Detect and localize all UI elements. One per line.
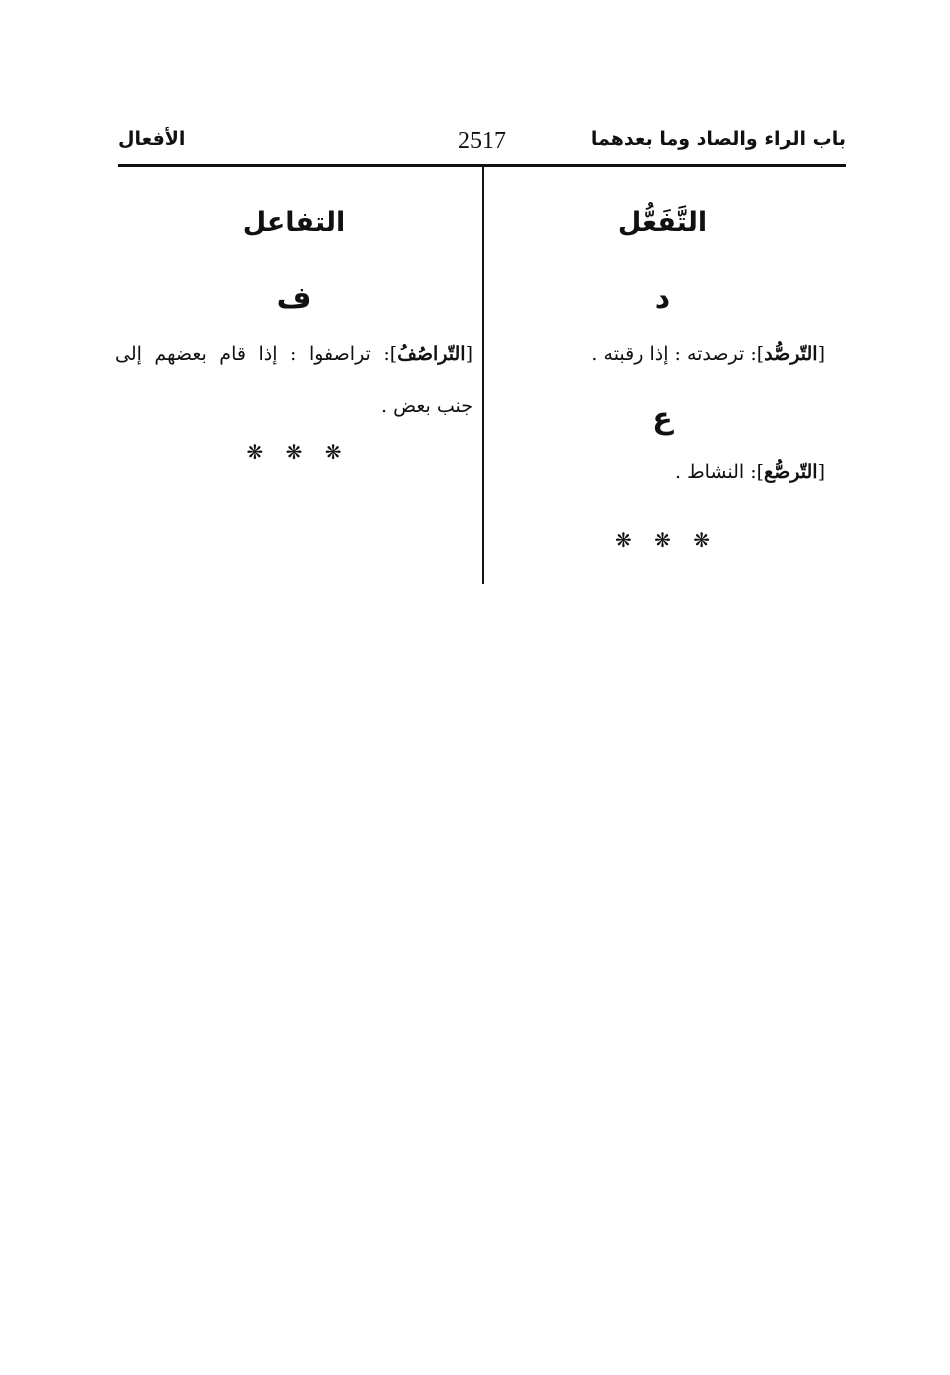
dictionary-entry: [التّرصُّع]: النشاط . [674,461,825,483]
dictionary-entry: [التّراصُفُ]: تراصفوا : إذا قام بعضهم إلى جنب بعض . [115,343,473,417]
entry-definition: : النشاط . [674,461,757,483]
letter-heading: د [654,281,671,316]
section-title: التفاعل [242,207,346,238]
right-column [500,200,825,560]
chapter-title: باب الراء والصاد وما بعدهما [590,128,846,150]
letter-heading: ع [652,401,673,436]
page-header [118,128,846,167]
headword: التّراصُفُ [397,343,466,365]
page-number: 2517 [458,128,506,154]
section-separator: ❋ ❋ ❋ [615,528,710,552]
section-title: التَّفَعُّل [617,207,708,238]
headword: التّرصُّع [764,461,818,483]
headword: التّرصُّد [764,343,818,365]
letter-heading: ف [276,281,312,316]
section-separator: ❋ ❋ ❋ [246,440,342,464]
entry-definition: : ترصدته : إذا رقبته . [591,343,757,365]
column-divider [482,166,484,584]
left-column [115,200,473,472]
dictionary-entry: [التّرصُّد]: ترصدته : إذا رقبته . [591,343,825,365]
entry-definition: : تراصفوا : إذا قام بعضهم إلى جنب بعض . [115,343,473,417]
section-running-title: الأفعال [118,128,186,150]
